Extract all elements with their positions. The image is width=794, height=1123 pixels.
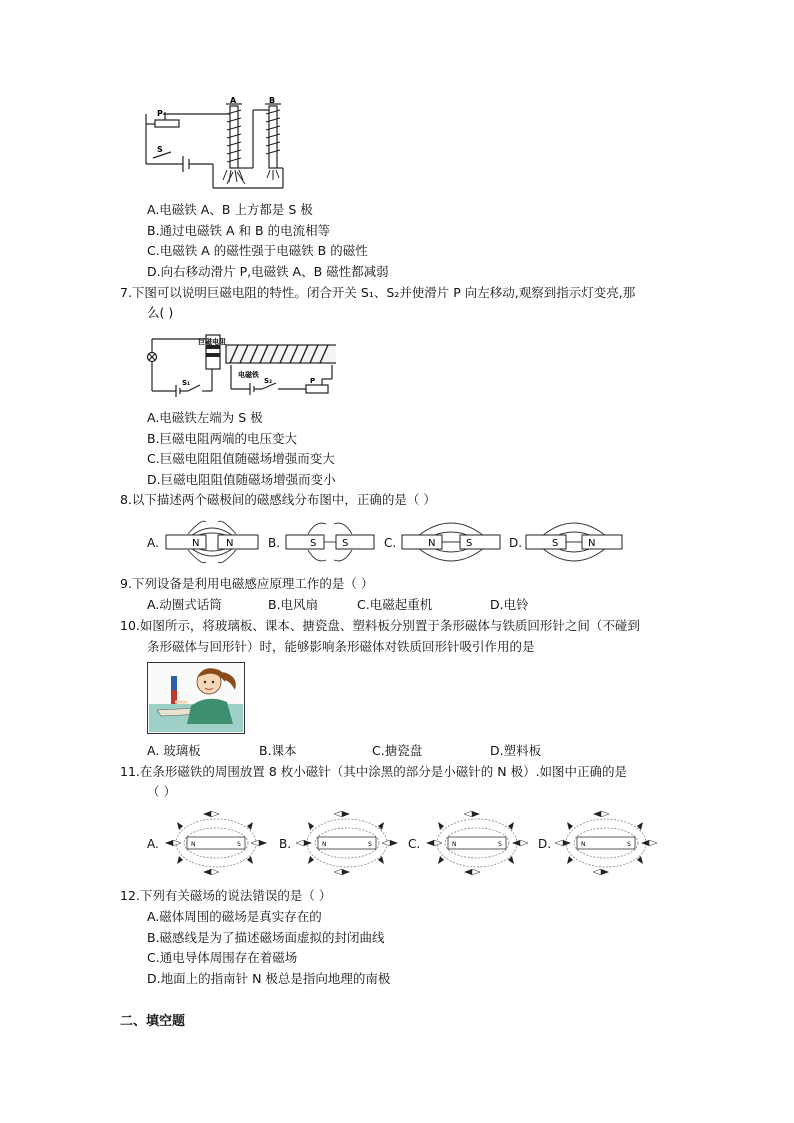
q7-stem-line2: 么( ) [147, 305, 174, 320]
q9-stem: 9.下列设备是利用电磁感应原理工作的是（ ） [120, 576, 374, 591]
magnet-b-label: B [269, 96, 276, 105]
q7-option-c: C.巨磁电阻阻值随磁场增强而变大 [147, 451, 335, 466]
q8-a-right-pole: N [226, 538, 234, 549]
s1-label: S₁ [182, 379, 191, 387]
q12-option-b: B.磁感线是为了描述磁场面虚拟的封闭曲线 [147, 930, 385, 945]
q8-a-left-pole: N [192, 538, 200, 549]
q9-option-d: D.电铃 [490, 597, 529, 612]
q7-option-b: B.巨磁电阻两端的电压变大 [147, 431, 298, 446]
q6-option-a: A.电磁铁 A、B 上方都是 S 极 [147, 202, 313, 217]
q12-option-d: D.地面上的指南针 N 极总是指向地理的南极 [147, 971, 391, 986]
q8-figure-c [398, 516, 504, 568]
q7-option-a: A.电磁铁左端为 S 极 [147, 410, 263, 425]
girl-magnet-illustration [147, 662, 245, 734]
q9-option-b: B.电风扇 [268, 597, 319, 612]
q11-choice-b-letter: B. [279, 837, 292, 851]
q8-choice-c-letter: C. [384, 536, 397, 550]
q10-option-d: D.塑料板 [490, 743, 542, 758]
gmr-label: 巨磁电阻 [198, 338, 226, 346]
q11-figure-a [163, 808, 269, 878]
q11-stem-line2: （ ） [147, 784, 176, 799]
gmr-circuit-figure [146, 333, 336, 399]
q9-option-c: C.电磁起重机 [357, 597, 433, 612]
q11-figure-b [294, 808, 400, 878]
q8-choice-a-letter: A. [147, 536, 159, 550]
q8-d-right-pole: N [588, 538, 596, 549]
q11-choice-d-letter: D. [538, 837, 552, 851]
electromagnet-circuit-figure [143, 96, 303, 192]
slider-p-label: P [157, 109, 163, 118]
q12-option-c: C.通电导体周围存在着磁场 [147, 950, 298, 965]
q8-b-right-pole: S [342, 538, 349, 549]
q12-option-a: A.磁体周围的磁场是真实存在的 [147, 909, 322, 924]
q8-figure-b [282, 516, 378, 568]
q6-option-b: B.通过电磁铁 A 和 B 的电流相等 [147, 223, 331, 238]
q11-choice-c-letter: C. [408, 837, 421, 851]
q9-option-a: A.动圈式话筒 [147, 597, 222, 612]
q11-choice-a-letter: A. [147, 837, 159, 851]
q8-figure-a [162, 516, 262, 568]
q8-figure-d [522, 516, 626, 568]
q11-figure-c [424, 808, 530, 878]
q11-a-s-label: S [237, 841, 241, 848]
q11-figure-d [553, 808, 659, 878]
q11-b-n-label: N [322, 841, 327, 848]
q10-option-c: C.搪瓷盘 [372, 743, 423, 758]
q10-option-a: A. 玻璃板 [147, 743, 201, 758]
q11-a-n-label: N [191, 841, 196, 848]
q11-c-s-label: S [498, 841, 502, 848]
section-heading-fill-in: 二、填空题 [120, 1014, 186, 1029]
q8-choice-d-letter: D. [509, 536, 523, 550]
q6-option-c: C.电磁铁 A 的磁性强于电磁铁 B 的磁性 [147, 243, 368, 258]
q7-stem-line1: 7.下图可以说明巨磁电阻的特性。闭合开关 S₁、S₂并使滑片 P 向左移动,观察到指示灯变亮,那 [120, 285, 636, 300]
q11-d-s-label: S [627, 841, 631, 848]
s2-label: S₂ [264, 377, 273, 385]
q7-option-d: D.巨磁电阻阻值随磁场增强而变小 [147, 472, 336, 487]
q8-b-left-pole: S [310, 538, 317, 549]
q8-stem: 8.以下描述两个磁极间的磁感线分布图中，正确的是（ ） [120, 492, 436, 507]
q10-stem-line2: 条形磁体与回形针）时，能够影响条形磁体对铁质回形针吸引作用的是 [147, 639, 535, 654]
q11-b-s-label: S [368, 841, 372, 848]
q8-c-right-pole: S [466, 538, 473, 549]
q11-stem-line1: 11.在条形磁铁的周围放置 8 枚小磁针（其中涂黑的部分是小磁针的 N 极）.如图中正确的是 [120, 764, 628, 779]
switch-s-label: S [157, 145, 163, 154]
q8-c-left-pole: N [428, 538, 436, 549]
electromagnet-label: 电磁铁 [238, 371, 259, 379]
q6-option-d: D.向右移动滑片 P,电磁铁 A、B 磁性都减弱 [147, 264, 389, 279]
q11-c-n-label: N [452, 841, 457, 848]
q10-option-b: B.课本 [259, 743, 297, 758]
q8-d-left-pole: S [552, 538, 559, 549]
q8-choice-b-letter: B. [268, 536, 281, 550]
q11-d-n-label: N [581, 841, 586, 848]
slider-p-label: P [310, 377, 316, 385]
q12-stem: 12.下列有关磁场的说法错误的是（ ） [120, 888, 332, 903]
q10-stem-line1: 10.如图所示，将玻璃板、课本、搪瓷盘、塑料板分别置于条形磁体与铁质回形针之间（不碰到 [120, 618, 640, 633]
magnet-a-label: A [230, 96, 237, 105]
